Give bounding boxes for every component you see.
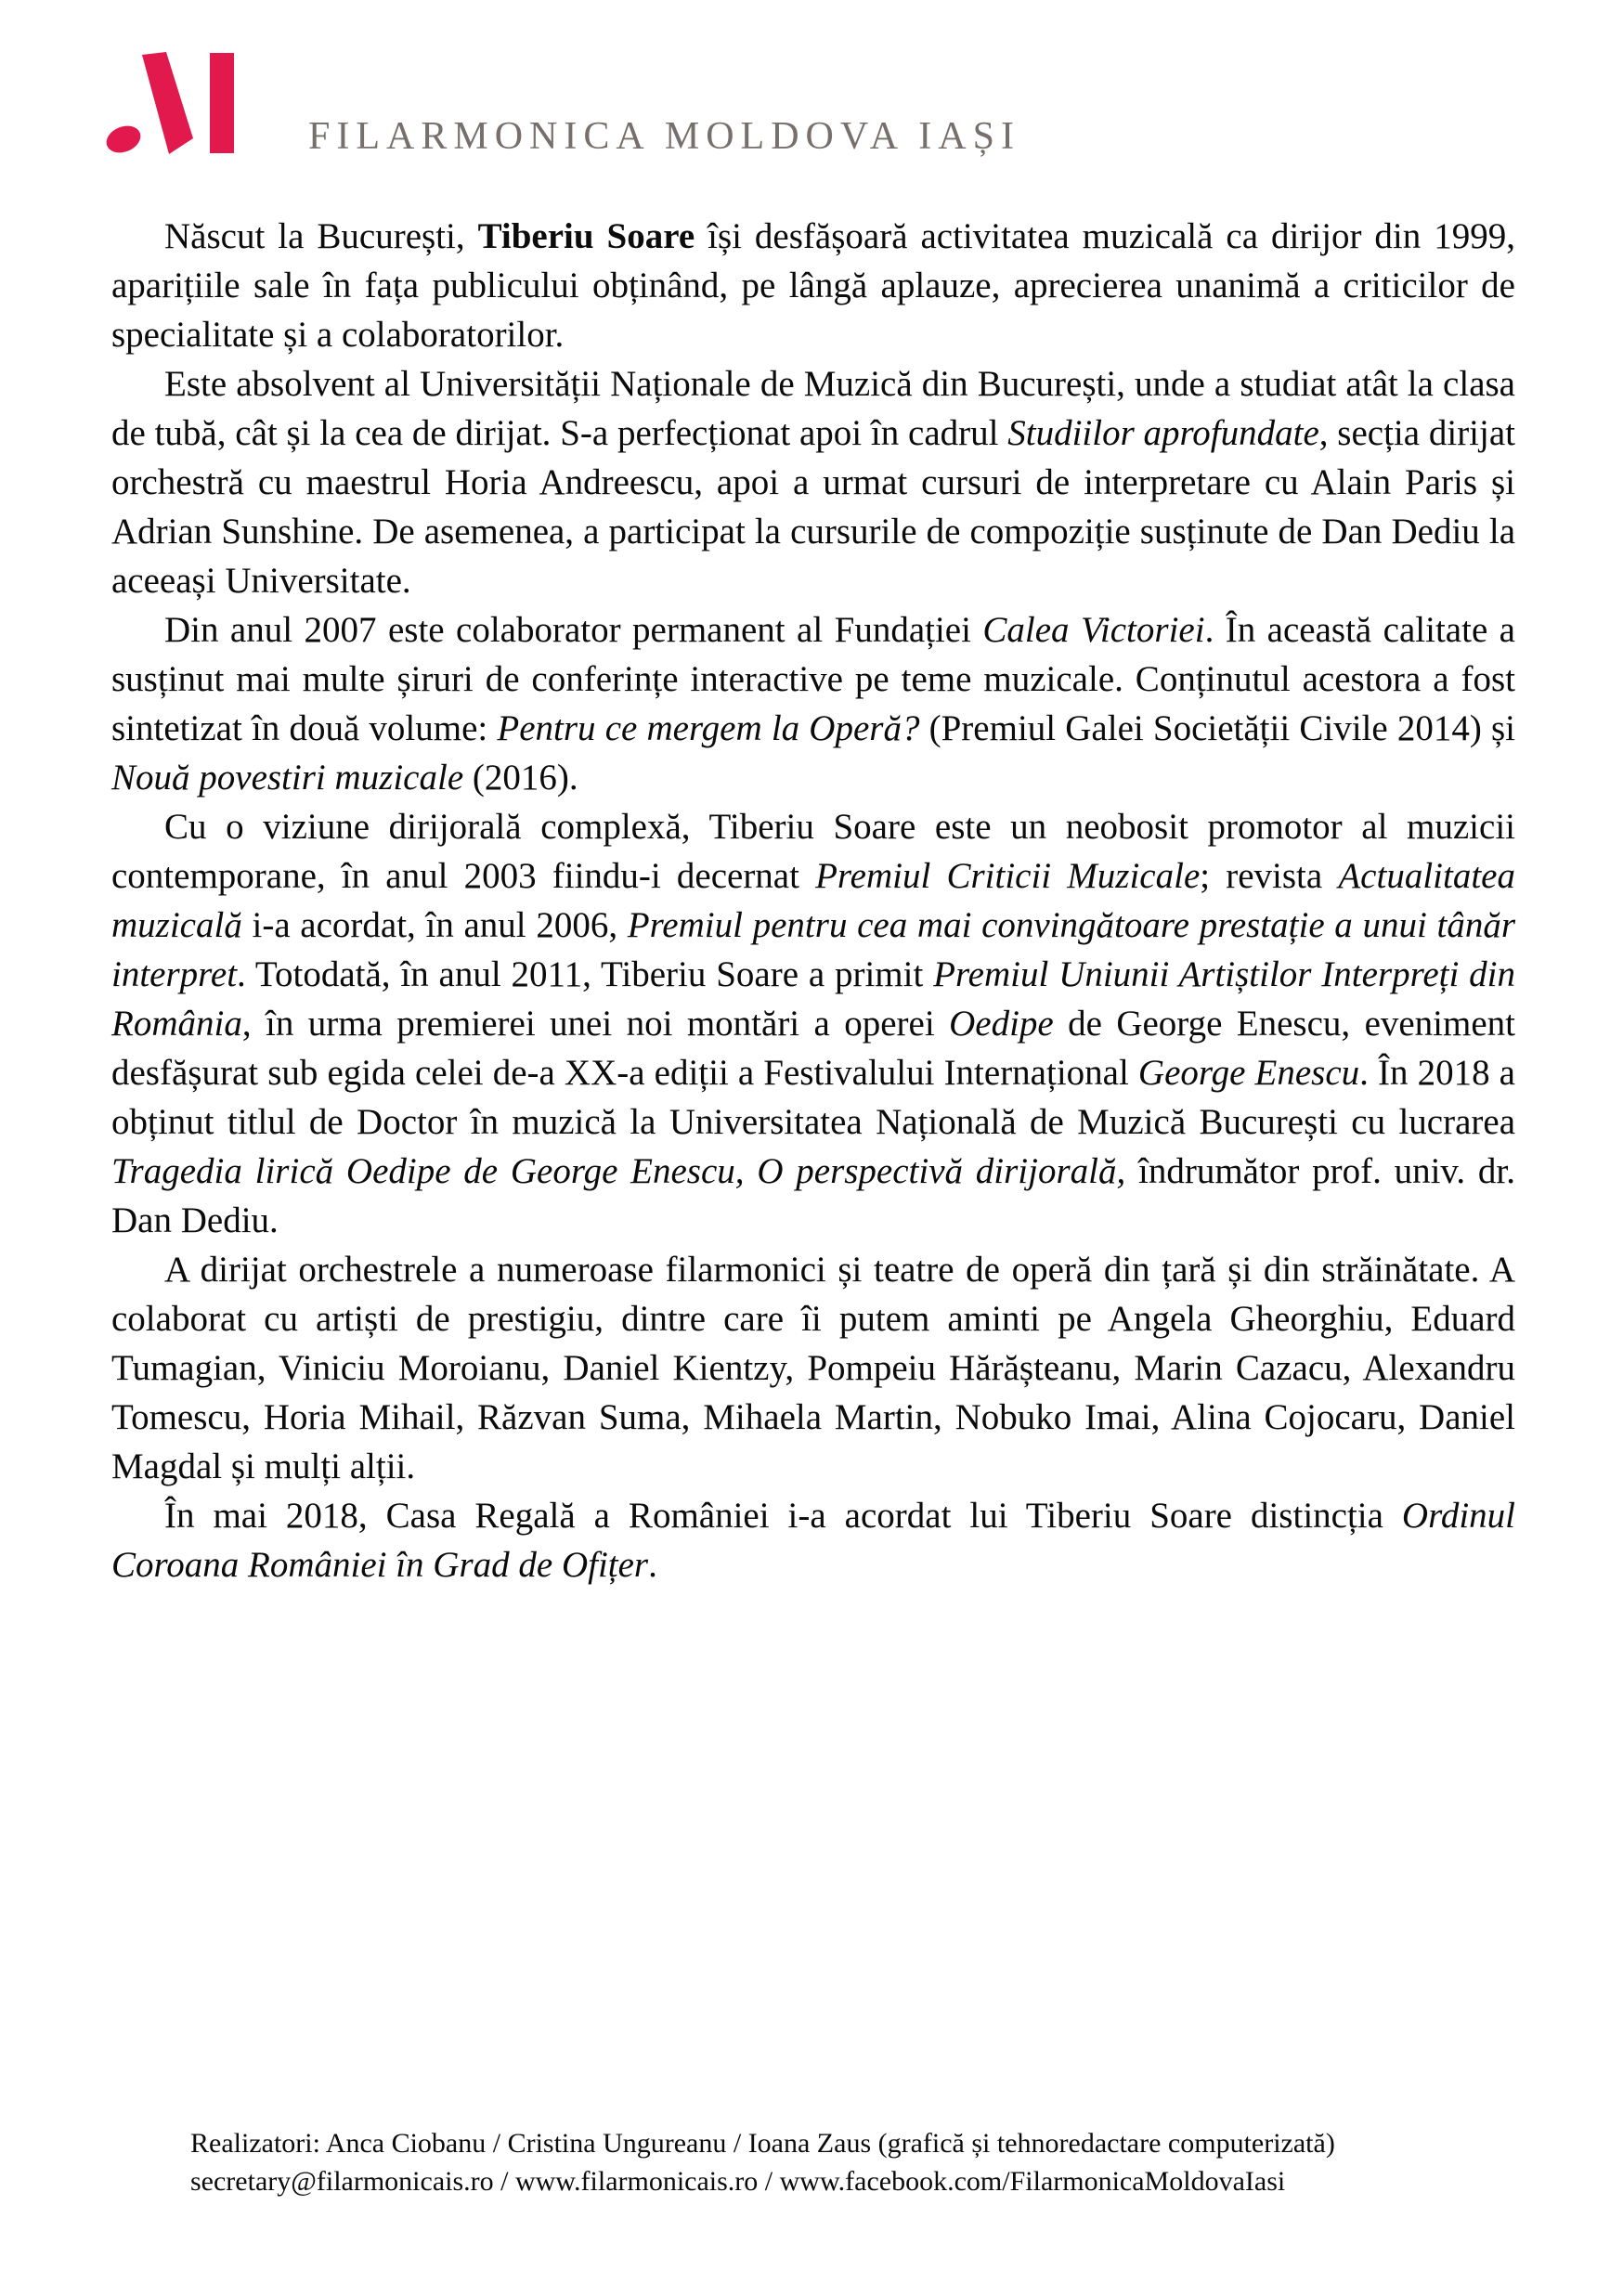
text-run: , în urma premierei unei noi montări a operei — [241, 1004, 950, 1044]
text-run: (Premiul Galei Societății Civile 2014) și — [919, 708, 1515, 748]
text-run: , secția dirijat orchestră cu maestrul Horia Andreescu, apoi a urmat cursuri de interpretare cu Alain Paris și Adrian Sunshine. De asemenea, a participat la cursurile de compoziție susținute de Dan Dediu la aceeași Universitate. — [111, 413, 1515, 601]
text-run: Premiul pentru cea mai convingătoare prestație a unui tânăr interpret — [111, 905, 1515, 994]
text-run: Pentru ce mergem la Operă? — [497, 708, 920, 748]
brand-title: FILARMONICA MOLDOVA IAȘI — [308, 115, 1020, 158]
filarmonica-logo — [88, 46, 257, 172]
text-run: (2016). — [463, 758, 578, 798]
text-run: Premiul Criticii Muzicale — [815, 856, 1201, 896]
text-run: Studiilor aprofundate — [1007, 413, 1319, 453]
text-run: i-a acordat, în anul 2006, — [241, 905, 628, 945]
page-footer — [190, 2124, 1490, 2200]
bio-paragraph-5 — [111, 1245, 1515, 1491]
bio-paragraph-6 — [111, 1491, 1515, 1589]
text-run: Cu o viziune dirijorală complexă, Tiberiu Soare este un neobosit promotor al muzicii contemporane, în anul 2003 fiindu-i decernat — [111, 807, 1515, 896]
bio-paragraph-2 — [111, 359, 1515, 605]
text-run: A dirijat orchestrele a numeroase filarmonici și teatre de operă din țară și din străinătate. A colaborat cu artiști de prestigiu, dintre care îi putem aminti pe Angela Gheorghiu, Eduard Tumagian, Viniciu Moroianu, Daniel Kientzy, Pompeiu Hărășteanu, Marin Cazacu, Alexandru Tomescu, Horia Mihail, Răzvan Suma, Mihaela Martin, Nobuko Imai, Alina Cojocaru, Daniel Magdal și mulți alții. — [111, 1250, 1515, 1486]
footer-credits: Realizatori: Anca Ciobanu / Cristina Ungureanu / Ioana Zaus (grafică și tehnoredactare computerizată) — [190, 2128, 1335, 2159]
text-run: își desfășoară activitatea muzicală ca dirijor din 1999, aparițiile sale în fața publicului obținând, pe lângă aplauze, aprecierea unanimă a criticilor de specialitate și a colaboratorilor. — [111, 216, 1515, 355]
page-header — [88, 46, 1020, 172]
text-run: Este absolvent al Universității Naționale de Muzică din București, unde a studiat atât la clasa de tubă, cât și la cea de dirijat. S-a perfecționat apoi în cadrul — [111, 364, 1515, 453]
biography-text — [111, 212, 1515, 1589]
text-run: Tragedia lirică Oedipe de George Enescu, O perspectivă dirijorală, — [111, 1151, 1126, 1191]
text-run: Nouă povestiri muzicale — [111, 758, 464, 798]
text-run: . Totodată, în anul 2011, Tiberiu Soare a primit — [237, 954, 934, 994]
text-run: de George Enescu, eveniment desfășurat sub egida celei de-a XX-a ediții a Festivalului Internațional — [111, 1004, 1515, 1093]
text-run: Calea Victoriei — [982, 610, 1205, 650]
text-run: . În 2018 a obținut titlul de Doctor în muzică la Universitatea Națională de Muzică București cu lucrarea — [111, 1053, 1515, 1142]
text-run: Premiul Uniunii Artiștilor Interpreți din România — [111, 954, 1515, 1044]
text-run: În mai 2018, Casa Regală a României i-a acordat lui Tiberiu Soare distincția — [164, 1496, 1402, 1536]
text-run: . În această calitate a susținut mai multe șiruri de conferințe interactive pe teme muzicale. Conținutul acestora a fost sintetizat în două volume: — [111, 610, 1515, 748]
text-run: Din anul 2007 este colaborator permanent al Fundației — [164, 610, 983, 650]
text-run: Ordinul Coroana României în Grad de Ofițer — [111, 1496, 1515, 1585]
footer-contacts: secretary@filarmonicais.ro / www.filarmonicais.ro / www.facebook.com/FilarmonicaMoldovaIasi — [190, 2166, 1286, 2197]
text-run: George Enescu — [1137, 1053, 1360, 1093]
text-run: îndrumător prof. univ. dr. Dan Dediu. — [111, 1151, 1516, 1240]
bio-paragraph-1 — [111, 212, 1515, 359]
text-run: ; revista — [1200, 856, 1339, 896]
text-run: Actualitatea muzicală — [111, 856, 1515, 945]
m-music-note-icon — [88, 46, 257, 172]
text-run: Oedipe — [949, 1004, 1054, 1044]
text-run: Născut la București, — [164, 216, 478, 256]
bio-paragraph-3 — [111, 605, 1515, 802]
text-run: Tiberiu Soare — [477, 216, 695, 256]
bio-paragraph-4 — [111, 802, 1515, 1245]
text-run: . — [648, 1545, 657, 1585]
